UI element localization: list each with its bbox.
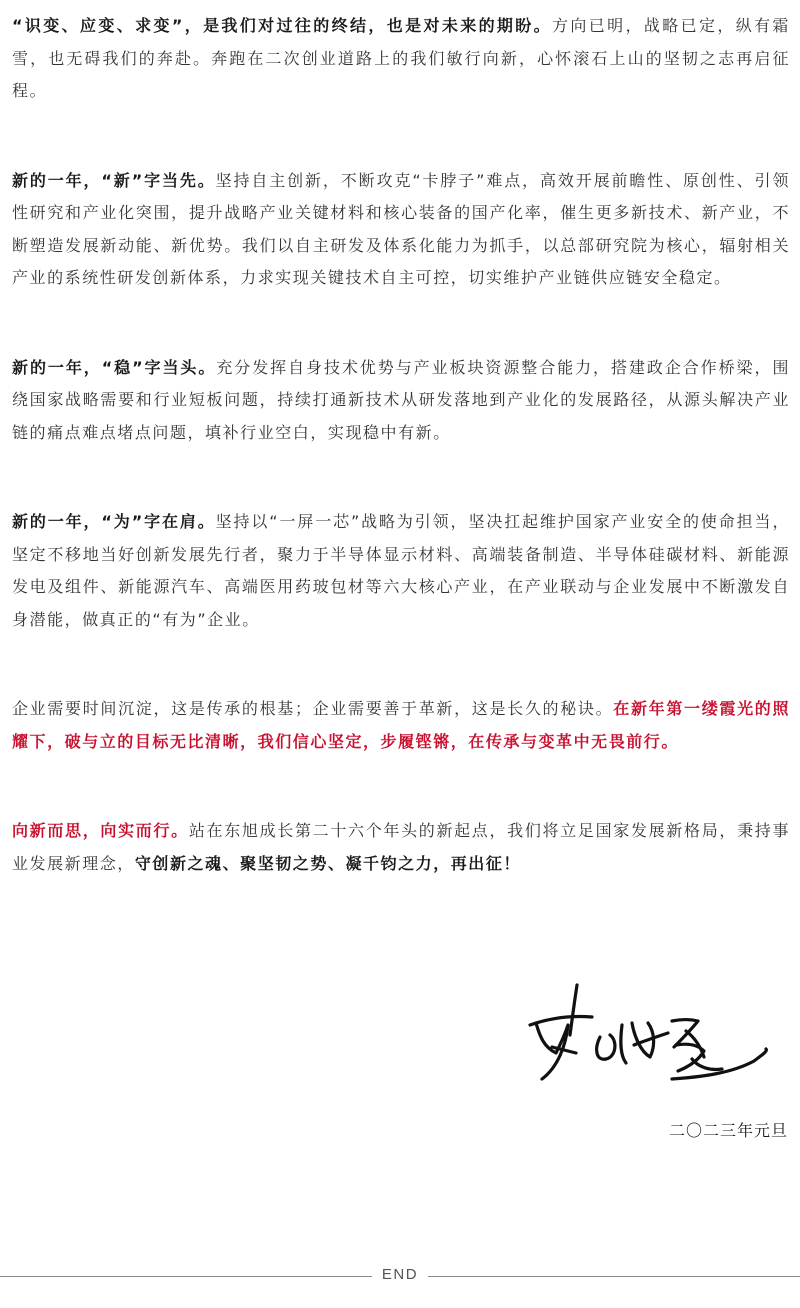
article-body bbox=[12, 10, 790, 937]
paragraph-text: 坚持以“一屏一芯”战略为引领，坚决扛起维护国家产业安全的使命担当，坚定不移地当好创新发展先行者，聚力于半导体显示材料、高端装备制造、半导体硅碳材料、新能源发电及组件、新能源汽车、高端医用药玻包材等六大核心产业，在产业联动与企业发展中不断激发自身潜能，做真正的“有为”企业。 bbox=[12, 512, 790, 629]
paragraph-text: 坚持自主创新，不断攻克“卡脖子”难点，高效开展前瞻性、原创性、引领性研究和产业化突围，提升战略产业关键材料和核心装备的国产化率，催生更多新技术、新产业，不断塑造发展新动能、新优势。我们以自主研发及体系化能力为抓手，以总部研究院为核心，辐射相关产业的系统性研发创新体系，力求实现关键技术自主可控，切实维护产业链供应链安全稳定。 bbox=[12, 170, 790, 287]
paragraph-lead: 新的一年，“稳”字当头。 bbox=[12, 357, 217, 377]
paragraph-text: 充分发挥自身技术优势与产业板块资源整合能力，搭建政企合作桥梁，围绕国家战略需要和行业短板问题，持续打通新技术从研发落地到产业化的发展路径，从源头解决产业链的痛点难点堵点问题，填补行业空白，实现稳中有新。 bbox=[12, 357, 790, 442]
end-label: END bbox=[381, 1266, 419, 1283]
divider-line-right bbox=[428, 1276, 800, 1277]
signature-image bbox=[522, 975, 772, 1095]
paragraph-highlight: 在新年第一缕霞光的照耀下，破与立的目标无比清晰，我们信心坚定，步履铿锵，在传承与变革中无畏前行。 bbox=[12, 699, 790, 751]
paragraph-intro bbox=[12, 10, 790, 108]
paragraph-lead: “识变、应变、求变”，是我们对过往的终结，也是对未来的期盼。 bbox=[12, 16, 553, 35]
paragraph-text: 方向已明，战略已定，纵有霜雪，也无碍我们的奔赴。奔跑在二次创业道路上的我们敏行向新，心怀滚石上山的坚韧之志再启征程。 bbox=[12, 16, 790, 100]
signature-date: 二〇二三年元旦 bbox=[668, 1121, 788, 1140]
end-divider bbox=[0, 1264, 800, 1288]
paragraph-text: 站在东旭成长第二十六个年头的新起点，我们将立足国家发展新格局，秉持事业发展新理念， bbox=[12, 821, 790, 873]
paragraph-lead: 新的一年，“为”字在肩。 bbox=[12, 512, 216, 531]
paragraph-lead: 向新而思，向实而行。 bbox=[12, 821, 189, 840]
paragraph-stable bbox=[12, 352, 790, 450]
divider-line-left bbox=[0, 1276, 372, 1277]
paragraph-text: 企业需要时间沉淀，这是传承的根基；企业需要善于革新，这是长久的秘诀。 bbox=[12, 699, 614, 718]
paragraph-closing bbox=[12, 815, 790, 880]
paragraph-heritage bbox=[12, 693, 790, 758]
paragraph-tail: 守创新之魂、聚坚韧之势、凝千钧之力，再出征！ bbox=[134, 853, 521, 873]
paragraph-lead: 新的一年，“新”字当先。 bbox=[12, 170, 216, 190]
paragraph-new bbox=[12, 165, 790, 295]
paragraph-act bbox=[12, 506, 790, 636]
